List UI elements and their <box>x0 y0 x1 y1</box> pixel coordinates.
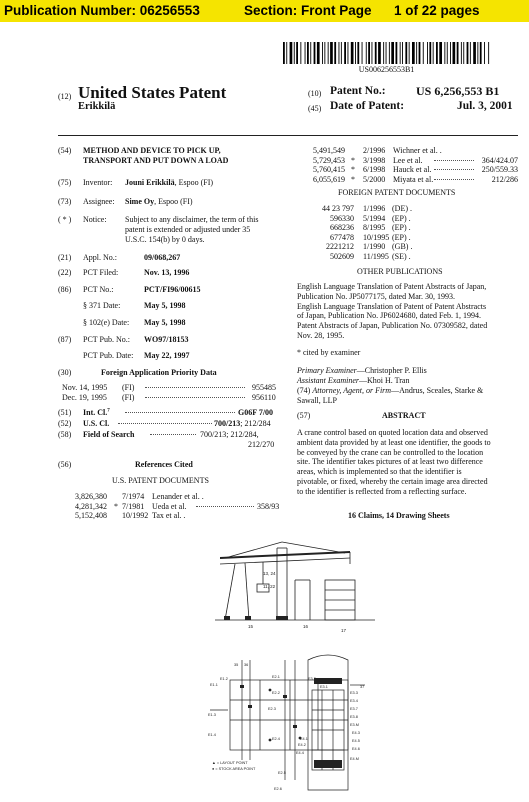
figure-reference-label: 17 <box>341 628 347 633</box>
barcode-bar <box>357 42 359 64</box>
barcode-bar <box>396 42 398 64</box>
barcode-bar <box>334 42 336 64</box>
ref-star: * <box>114 501 118 511</box>
foreign-doc-country: (GB) . <box>392 242 413 251</box>
primary-examiner-name: —Christopher P. Ellis <box>356 366 427 375</box>
ref-class: 250/559.33 <box>481 165 518 174</box>
barcode-bar <box>351 42 354 64</box>
field-of-search-value: 700/213; 212/284, <box>200 430 259 439</box>
ref-name: Miyata et al. <box>393 174 434 184</box>
figure-reference-label: 37 <box>360 685 365 689</box>
barcode-bar <box>477 42 478 64</box>
ref-number: 4,281,342 <box>75 501 107 511</box>
barcode-bar <box>378 42 381 64</box>
barcode-bar <box>427 42 428 64</box>
assignee-value <box>125 197 193 206</box>
barcode-bar <box>402 42 403 64</box>
figure-reference-label: E3.8 <box>350 715 358 719</box>
code-notice: ( * ) <box>58 215 72 224</box>
foreign-doc-date: 1/1996 <box>363 204 386 213</box>
code-30: (30) <box>58 368 72 377</box>
pct-no-value: PCT/FI96/00615 <box>144 285 201 294</box>
code-57: (57) <box>297 411 311 420</box>
barcode-number: US006256553B1 <box>358 65 415 74</box>
barcode-bar <box>362 42 363 64</box>
foreign-doc-number: 2221212 <box>326 242 354 251</box>
code-86: (86) <box>58 285 72 294</box>
foreign-doc-number: 502609 <box>330 251 354 261</box>
date-of-patent-value: Jul. 3, 2001 <box>457 100 513 112</box>
barcode-bar <box>344 42 346 64</box>
priority-number: 956110 <box>252 393 276 402</box>
us-cl-value <box>214 419 271 428</box>
document-toolbar <box>0 0 529 22</box>
barcode-bar <box>453 42 456 64</box>
barcode-bar <box>480 42 482 64</box>
notice-line2: patent is extended or adjusted under 35 <box>125 225 251 234</box>
legend-layout-point: ▲ = LAYOUT POINT <box>212 761 248 765</box>
figure-reference-label: 15 <box>248 624 254 629</box>
figure-reference-label: E3.M <box>350 723 359 727</box>
figure-reference-label: 36 <box>244 663 249 667</box>
abstract-line: to the identifier is reflected from a reflecting surface. <box>297 486 467 496</box>
code-73: (73) <box>58 197 72 206</box>
int-cl-value: G06F 7/00 <box>238 408 274 417</box>
figure-reference-label: E2.6 <box>274 787 282 791</box>
ref-number: 6,055,619 <box>313 174 345 184</box>
figure-reference-label: E3.4 <box>350 699 358 703</box>
figure-reference-label: E2.1 <box>272 675 280 679</box>
section-label: Section: Front Page <box>244 3 372 18</box>
barcode-bar <box>286 42 287 64</box>
ref-name: Wichner et al. . <box>393 146 442 155</box>
figure-reference-label: E1.2 <box>220 677 228 681</box>
foreign-doc-number: 596330 <box>330 213 354 223</box>
us-cl-label: U.S. Cl. <box>83 419 110 428</box>
barcode-bar <box>457 42 459 64</box>
barcode-bar <box>290 42 293 64</box>
ref-leader <box>434 179 474 180</box>
code-87: (87) <box>58 335 72 344</box>
field-leader <box>150 434 196 435</box>
foreign-doc-date: 1/1990 <box>363 242 386 251</box>
ref-number: 5,152,408 <box>75 511 107 520</box>
attorney-name-2: Sawall, LLP <box>297 396 337 405</box>
priority-leader <box>145 397 245 398</box>
priority-date: Nov. 14, 1995 <box>62 383 108 392</box>
assistant-examiner-name: —Khoi H. Tran <box>359 376 410 385</box>
int-cl-leader <box>125 412 235 413</box>
barcode-bar <box>436 42 438 64</box>
barcode-bar <box>368 42 370 64</box>
ref-star: * <box>351 174 355 184</box>
inventor-place: , Espoo (FI) <box>174 178 214 187</box>
inventor-short: Erikkilä <box>78 101 116 112</box>
barcode-bar <box>467 42 469 64</box>
claims-count: 16 Claims, 14 Drawing Sheets <box>348 511 450 520</box>
header-rule <box>58 135 518 136</box>
barcode-bar <box>405 42 407 64</box>
barcode-bar <box>412 42 415 64</box>
barcode-bar <box>341 42 342 64</box>
appl-no-value: 09/068,267 <box>144 253 181 262</box>
ref-name: Ueda et al. <box>152 501 187 511</box>
patent-no-label: Patent No.: <box>330 85 386 97</box>
cited-by-examiner: * cited by examiner <box>297 348 361 357</box>
abstract-line: A crane control based on quoted location data and observed <box>297 428 488 437</box>
barcode-bar <box>283 42 285 64</box>
figure-reference-label: E4.M <box>350 757 359 761</box>
barcode-bar <box>419 42 421 64</box>
figure-reference-label: 13, 24 <box>263 571 276 576</box>
ref-class: 364/424.07 <box>481 155 518 165</box>
date-of-patent-label: Date of Patent: <box>330 100 405 112</box>
barcode-bar <box>463 42 464 64</box>
figure-reference-label: 35 <box>234 663 239 667</box>
barcode-bar <box>328 42 329 64</box>
barcode-bar <box>317 42 320 64</box>
ref-number: 5,760,415 <box>313 165 345 174</box>
code-21: (21) <box>58 253 72 262</box>
inventor-label: Inventor: <box>83 178 113 187</box>
pct-filed-label: PCT Filed: <box>83 268 119 277</box>
publication-number: Publication Number: 06256553 <box>4 3 200 18</box>
barcode-image <box>283 42 490 64</box>
int-cl-text: Int. Cl. <box>83 408 108 417</box>
figure-reference-label: 16 <box>303 624 309 629</box>
barcode-bar <box>294 42 295 64</box>
assistant-examiner-label: Assistant Examiner <box>297 376 359 385</box>
other-publications-heading: OTHER PUBLICATIONS <box>357 267 443 276</box>
priority-country: (FI) <box>122 383 135 392</box>
layout-plan-drawing <box>200 650 375 794</box>
notice-label: Notice: <box>83 215 107 224</box>
patent-heading: United States Patent <box>78 83 227 102</box>
priority-country: (FI) <box>122 393 135 402</box>
foreign-doc-date: 11/1995 <box>363 251 389 261</box>
barcode-bar <box>433 42 434 64</box>
barcode-bar <box>296 42 298 64</box>
barcode-bar <box>386 42 387 64</box>
priority-date: Dec. 19, 1995 <box>62 393 107 402</box>
ref-date: 5/2000 <box>363 174 386 184</box>
ref-star: * <box>351 165 355 174</box>
attorney-name: —Andrus, Sceales, Starke & <box>391 386 484 395</box>
figure-reference-label: E2.2 <box>272 691 280 695</box>
ref-name: Lenander et al. . <box>152 492 204 501</box>
figure-reference-label: E1.4 <box>208 733 216 737</box>
assignee-label: Assignee: <box>83 197 115 206</box>
foreign-doc-date: 8/1995 <box>363 223 386 232</box>
pct-pub-date-label: PCT Pub. Date: <box>83 351 134 360</box>
ref-name: Hauck et al. <box>393 165 432 174</box>
references-cited-heading: References Cited <box>135 460 193 469</box>
abstract-line: be conveyed by the crane can be controlled to the location <box>297 447 484 457</box>
pct-pub-no-label: PCT Pub. No.: <box>83 335 130 344</box>
foreign-doc-number: 44 23 797 <box>322 204 354 213</box>
foreign-doc-date: 10/1995 <box>363 232 390 242</box>
ref-star: * <box>351 155 355 165</box>
inventor-value <box>125 178 213 187</box>
invention-title-line1: METHOD AND DEVICE TO PICK UP, <box>83 146 221 155</box>
priority-number: 955485 <box>252 383 276 392</box>
figure-reference-label: 11, 22 <box>263 584 276 589</box>
code-74: (74) <box>297 386 311 395</box>
figure-reference-label: E1.3 <box>208 713 216 717</box>
barcode-bar <box>447 42 448 64</box>
figure-reference-label: E3.3 <box>350 691 358 695</box>
barcode-bar <box>383 42 384 64</box>
barcode-bar <box>314 42 316 64</box>
barcode-bar <box>416 42 417 64</box>
barcode-bar <box>372 42 373 64</box>
barcode-bar <box>470 42 471 64</box>
priority-leader <box>145 387 245 388</box>
code-10: (10) <box>308 89 322 98</box>
abstract-heading: ABSTRACT <box>382 411 426 420</box>
figure-reference-label: E4.6 <box>352 747 360 751</box>
barcode-bar <box>300 42 301 64</box>
field-of-search-value-2: 212/270 <box>248 440 275 449</box>
ref-class: 358/93 <box>257 501 280 511</box>
other-publication-line: Publication No. JP5077175, dated Mar. 30, 1993. <box>297 291 455 301</box>
code-52: (52) <box>58 419 72 428</box>
ref-name: Lee et al. <box>393 155 423 165</box>
int-cl-edition: 7 <box>107 408 110 414</box>
us-cl-leader <box>118 423 212 424</box>
barcode-bar <box>488 42 489 64</box>
ref-date: 10/1992 <box>122 511 149 520</box>
code-45: (45) <box>308 104 322 113</box>
attorney-label: Attorney, Agent, or Firm <box>312 386 392 395</box>
us-cl-rest: ; 212/284 <box>240 419 271 428</box>
foreign-doc-number: 677478 <box>330 232 354 242</box>
ref-date: 3/1998 <box>363 155 386 165</box>
primary-examiner <box>297 366 427 375</box>
code-54: (54) <box>58 146 72 155</box>
ref-leader <box>196 506 254 507</box>
figure-reference-label: E2.4 <box>272 737 280 741</box>
figure-reference-label: E3.2 <box>308 677 316 681</box>
foreign-doc-country: (EP) . <box>392 223 411 232</box>
barcode-bar <box>305 42 306 64</box>
code-56: (56) <box>58 460 72 469</box>
barcode-bar <box>429 42 431 64</box>
abstract-line: areas, which is implemented so that the identifier is <box>297 467 462 477</box>
barcode-bar <box>330 42 333 64</box>
figure-reference-label: E4.2 <box>298 743 306 747</box>
int-cl-label <box>83 408 110 417</box>
attorney <box>297 386 483 395</box>
other-publication-line: of Japan, Publication No. JP6024680, dated Feb. 1, 1994. <box>297 311 481 321</box>
other-publication-line: Nov. 28, 1995. <box>297 331 345 340</box>
patent-no-value: US 6,256,553 B1 <box>416 84 500 98</box>
us-cl-main: 700/213 <box>214 419 241 428</box>
other-publication-line: English Language Translation of Patent of Patent Abstracts <box>297 301 487 311</box>
barcode-bar <box>322 42 323 64</box>
barcode-bar <box>444 42 445 64</box>
figure-reference-label: E3.7 <box>350 707 358 711</box>
barcode-bar <box>389 42 390 64</box>
code-22: (22) <box>58 268 72 277</box>
figure-reference-label: E2.3 <box>268 707 276 711</box>
foreign-doc-country: (SE) . <box>392 251 411 261</box>
abstract-line: site. The identifier takes pictures of at least two difference <box>297 457 483 467</box>
notice-line3: U.S.C. 154(b) by 0 days. <box>125 235 205 244</box>
primary-examiner-label: Primary Examiner <box>297 366 357 375</box>
figure-reference-label: E4.4 <box>296 751 304 755</box>
foreign-priority-heading: Foreign Application Priority Data <box>101 368 217 377</box>
s102-label: § 102(e) Date: <box>83 318 130 327</box>
ref-leader <box>434 169 474 170</box>
pct-pub-no-value: WO97/18153 <box>144 335 189 344</box>
pct-pub-date-value: May 22, 1997 <box>144 351 190 360</box>
s102-value: May 5, 1998 <box>144 318 186 327</box>
code-51: (51) <box>58 408 72 417</box>
figure-reference-label: E1.1 <box>210 683 218 687</box>
barcode-bar <box>484 42 485 64</box>
ref-date: 7/1974 <box>122 492 145 501</box>
ref-date: 7/1981 <box>122 501 145 511</box>
code-12: (12) <box>58 92 72 101</box>
crane-elevation-drawing <box>215 540 375 636</box>
barcode-bar <box>307 42 309 64</box>
figure-reference-label: E4.1 <box>300 737 308 741</box>
legend-stock-area-point: ● = STOCK AREA POINT <box>212 767 256 771</box>
ref-leader <box>434 160 474 161</box>
foreign-patent-documents-heading: FOREIGN PATENT DOCUMENTS <box>338 188 456 197</box>
assignee-name: Sime Oy <box>125 197 155 206</box>
inventor-name: Jouni Erikkilä <box>125 178 175 187</box>
barcode-bar <box>409 42 410 64</box>
ref-number: 3,826,380 <box>75 492 107 501</box>
foreign-doc-country: (EP) . <box>392 232 411 242</box>
barcode-bar <box>366 42 367 64</box>
ref-class: 212/286 <box>491 174 518 184</box>
ref-date: 6/1998 <box>363 165 386 174</box>
abstract-line: pivotable, or fixed, whereby the certain image area directed <box>297 477 488 486</box>
appl-no-label: Appl. No.: <box>83 253 117 262</box>
ref-number: 5,729,453 <box>313 155 345 165</box>
us-patent-documents-heading: U.S. PATENT DOCUMENTS <box>112 476 209 485</box>
barcode-bar <box>439 42 442 64</box>
barcode-bar <box>324 42 325 64</box>
invention-title-line2: TRANSPORT AND PUT DOWN A LOAD <box>83 156 229 165</box>
s371-label: § 371 Date: <box>83 301 121 310</box>
barcode-bar <box>355 42 356 64</box>
code-58: (58) <box>58 430 72 439</box>
barcode-bar <box>461 42 462 64</box>
barcode-bar <box>310 42 311 64</box>
barcode-bar <box>473 42 476 64</box>
foreign-doc-number: 668236 <box>330 223 354 232</box>
barcode-bar <box>339 42 340 64</box>
foreign-doc-country: (DE) . <box>392 204 412 213</box>
barcode-bar <box>375 42 377 64</box>
ref-name: Tax et al. . <box>152 511 186 520</box>
figure-reference-label: E4.5 <box>352 739 360 743</box>
barcode-bar <box>423 42 424 64</box>
assistant-examiner <box>297 376 409 385</box>
field-of-search-label: Field of Search <box>83 430 135 439</box>
barcode-bar <box>391 42 394 64</box>
pct-filed-value: Nov. 13, 1996 <box>144 268 190 277</box>
figure-reference-label: E3.1 <box>320 685 328 689</box>
barcode-bar <box>450 42 451 64</box>
other-publication-line: Patent Abstracts of Japan, Publication No. 07309582, dated <box>297 321 488 331</box>
barcode-bar <box>400 42 401 64</box>
figure-reference-label: E4.3 <box>352 731 360 735</box>
figure-reference-label: E2.5 <box>278 771 286 775</box>
assignee-place: , Espoo (FI) <box>154 197 193 206</box>
pct-no-label: PCT No.: <box>83 285 114 294</box>
code-75: (75) <box>58 178 72 187</box>
s371-value: May 5, 1998 <box>144 301 186 310</box>
ref-number: 5,491,549 <box>313 146 345 155</box>
foreign-doc-date: 5/1994 <box>363 213 386 223</box>
notice-line1: Subject to any disclaimer, the term of this <box>125 215 259 224</box>
ref-date: 2/1996 <box>363 146 386 155</box>
other-publication-line: English Language Translation of Patent Abstracts of Japan, <box>297 282 487 291</box>
barcode-bar <box>348 42 349 64</box>
abstract-line: ambient data provided by at least one identifier, the goods to <box>297 437 491 447</box>
foreign-doc-country: (EP) . <box>392 213 411 223</box>
page-counter: 1 of 22 pages <box>394 3 480 18</box>
